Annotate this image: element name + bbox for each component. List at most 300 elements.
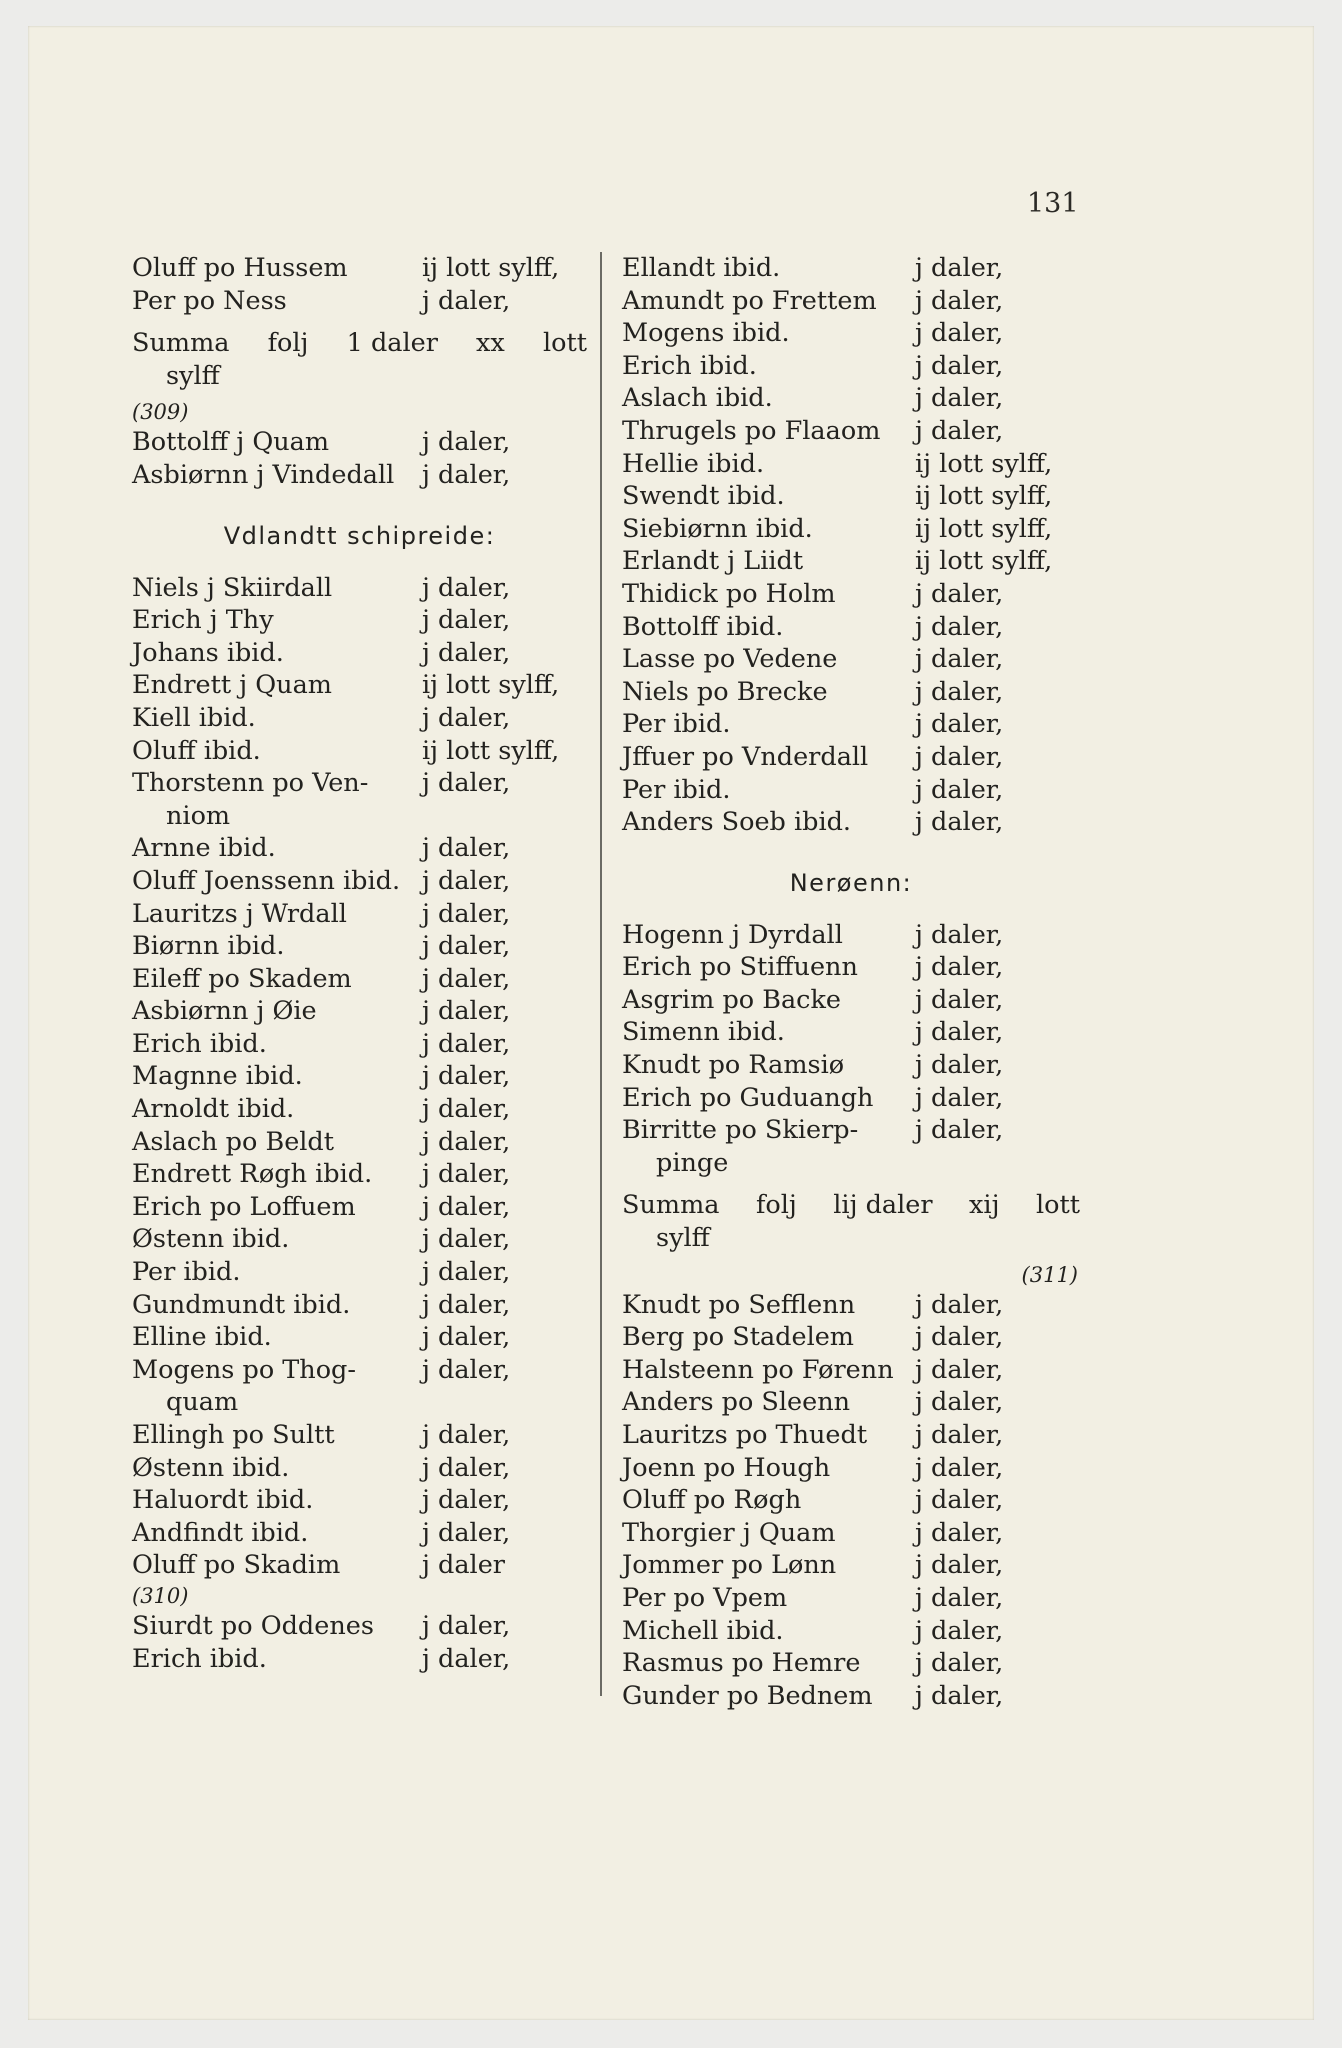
entry-name: Anders po Sleenn bbox=[622, 1387, 851, 1418]
entry-amount: j daler, bbox=[915, 318, 1004, 349]
entry-name: Magnne ibid. bbox=[132, 1061, 303, 1092]
entry-row bbox=[132, 1093, 587, 1126]
summa-word: folj bbox=[267, 328, 309, 359]
ledger-entry bbox=[132, 1289, 587, 1322]
entry-name: Birritte po Skierp- bbox=[622, 1115, 859, 1146]
entry-name: Ellingh po Sultt bbox=[132, 1420, 335, 1450]
entry-name: Kiell ibid. bbox=[132, 702, 256, 733]
entry-amount: j daler, bbox=[915, 1582, 1004, 1613]
entry-row bbox=[132, 1643, 587, 1676]
ledger-entry bbox=[132, 832, 587, 865]
ledger-entry bbox=[622, 1386, 1080, 1419]
ledger-entry bbox=[622, 951, 1080, 984]
entry-row bbox=[622, 1082, 1080, 1115]
entry-row bbox=[132, 1256, 587, 1289]
ledger-entry bbox=[622, 741, 1080, 774]
entry-row bbox=[132, 1610, 587, 1643]
entry-amount: j daler, bbox=[422, 931, 511, 962]
entry-row bbox=[622, 578, 1080, 611]
entry-name: Thorgier j Quam bbox=[622, 1517, 836, 1548]
entry-name: Mogens po Thog- bbox=[132, 1354, 356, 1385]
ledger-entry bbox=[622, 919, 1080, 952]
entry-amount: ij lott sylff, bbox=[915, 448, 1053, 479]
entry-row bbox=[132, 898, 587, 931]
entry-row bbox=[622, 1452, 1080, 1485]
ledger-entry bbox=[132, 735, 587, 768]
summa-word: xx bbox=[476, 328, 505, 359]
entry-name: Thorstenn po Ven- bbox=[132, 768, 369, 799]
entry-name: Aslach po Beldt bbox=[132, 1126, 335, 1157]
entry-name: Oluff ibid. bbox=[132, 735, 261, 766]
entry-name: Asbiørnn j Øie bbox=[132, 996, 317, 1027]
ledger-entry bbox=[622, 448, 1080, 481]
entry-row bbox=[622, 676, 1080, 709]
entry-name: Haluordt ibid. bbox=[132, 1485, 314, 1516]
entry-name: Østenn ibid. bbox=[132, 1224, 290, 1255]
entry-row bbox=[622, 252, 1080, 285]
entry-row bbox=[622, 1321, 1080, 1354]
entry-row bbox=[132, 832, 587, 865]
entry-name: Niels po Brecke bbox=[622, 676, 828, 707]
entry-row bbox=[132, 735, 587, 768]
entry-name: Bottolff j Quam bbox=[132, 427, 330, 458]
ledger-entry bbox=[622, 1452, 1080, 1485]
entry-name: Mogens ibid. bbox=[622, 318, 790, 349]
ledger-entry bbox=[132, 963, 587, 996]
entry-name: Biørnn ibid. bbox=[132, 931, 285, 962]
ledger-entry bbox=[622, 415, 1080, 448]
entry-name: Siurdt po Oddenes bbox=[132, 1610, 374, 1641]
entry-amount: j daler, bbox=[422, 865, 511, 896]
entry-name: Thrugels po Flaaom bbox=[622, 415, 881, 446]
entry-name: Erich ibid. bbox=[622, 350, 757, 381]
entry-name: Per ibid. bbox=[622, 774, 731, 805]
summa-word: lott bbox=[1035, 1190, 1080, 1221]
ledger-entry bbox=[132, 1256, 587, 1289]
entry-amount: j daler, bbox=[915, 253, 1004, 283]
entry-name: Jffuer po Vnderdall bbox=[622, 741, 869, 772]
ledger-entry bbox=[622, 1114, 1080, 1179]
ledger-entry bbox=[622, 252, 1080, 285]
entry-row bbox=[622, 545, 1080, 578]
entry-amount: j daler, bbox=[915, 350, 1004, 381]
entry-amount: j daler, bbox=[422, 1420, 511, 1450]
entry-amount: j daler, bbox=[422, 833, 511, 864]
entry-row bbox=[622, 806, 1080, 839]
entry-row bbox=[622, 1016, 1080, 1049]
ledger-entry bbox=[622, 1680, 1080, 1713]
summa-word: Summa bbox=[132, 328, 230, 359]
entry-amount: j daler, bbox=[915, 1387, 1004, 1418]
entry-name: Arnne ibid. bbox=[132, 833, 276, 864]
entry-amount: j daler, bbox=[422, 1517, 511, 1548]
entry-amount: j daler, bbox=[915, 1289, 1004, 1320]
ledger-entry bbox=[622, 1419, 1080, 1452]
entry-row bbox=[132, 1549, 587, 1582]
entry-name: Knudt po Ramsiø bbox=[622, 1050, 845, 1081]
entry-amount: j daler, bbox=[422, 1485, 511, 1516]
entry-row bbox=[132, 1419, 587, 1452]
entry-row bbox=[132, 1223, 587, 1256]
ledger-entry bbox=[622, 1049, 1080, 1082]
entry-amount: j daler, bbox=[915, 1420, 1004, 1450]
ledger-entry bbox=[132, 1610, 587, 1643]
entry-name: Erich po Guduangh bbox=[622, 1082, 874, 1113]
summa-continuation: sylff bbox=[656, 1223, 710, 1254]
entry-row bbox=[622, 480, 1080, 513]
entry-name: Gundmundt ibid. bbox=[132, 1289, 351, 1320]
entry-name: Erich j Thy bbox=[132, 605, 274, 636]
entry-row bbox=[622, 611, 1080, 644]
entry-amount: j daler, bbox=[422, 1322, 511, 1353]
ledger-entry bbox=[622, 1082, 1080, 1115]
entry-amount: j daler, bbox=[915, 578, 1004, 609]
ledger-entry bbox=[622, 1321, 1080, 1354]
entry-name: Asbiørnn j Vindedall bbox=[132, 459, 395, 490]
entry-amount: j daler, bbox=[915, 1550, 1004, 1581]
ledger-entry bbox=[622, 1289, 1080, 1322]
ledger-entry bbox=[622, 1517, 1080, 1550]
entry-row bbox=[132, 1191, 587, 1224]
entry-continuation-row bbox=[132, 800, 587, 833]
ledger-entry bbox=[622, 1484, 1080, 1517]
entry-amount: j daler, bbox=[915, 952, 1004, 983]
ledger-entry bbox=[622, 382, 1080, 415]
entry-row bbox=[622, 1582, 1080, 1615]
summa-line bbox=[622, 1189, 1080, 1222]
entry-amount: j daler, bbox=[422, 898, 511, 929]
ledger-entry bbox=[132, 1419, 587, 1452]
entry-row bbox=[622, 1419, 1080, 1452]
ledger-entry bbox=[132, 669, 587, 702]
ledger-entry bbox=[622, 317, 1080, 350]
entry-row bbox=[132, 702, 587, 735]
entry-row bbox=[622, 1386, 1080, 1419]
entry-row bbox=[132, 572, 587, 605]
entry-amount: j daler, bbox=[915, 611, 1004, 642]
entry-amount: j daler, bbox=[422, 963, 511, 994]
entry-amount: j daler, bbox=[915, 285, 1004, 316]
ledger-entry bbox=[132, 572, 587, 605]
ledger-entry bbox=[132, 1549, 587, 1582]
entry-name: Oluff po Røgh bbox=[622, 1485, 802, 1516]
entry-amount: j daler, bbox=[915, 415, 1004, 446]
entry-name: Erlandt j Liidt bbox=[622, 546, 804, 577]
ledger-entry bbox=[622, 1016, 1080, 1049]
entry-amount: j daler, bbox=[422, 1257, 511, 1288]
entry-name: Erich po Loffuem bbox=[132, 1191, 356, 1222]
entry-amount: j daler, bbox=[915, 1452, 1004, 1483]
entry-name: Oluff po Hussem bbox=[132, 253, 348, 283]
entry-name: Simenn ibid. bbox=[622, 1017, 785, 1048]
entry-name: Andfindt ibid. bbox=[132, 1517, 309, 1548]
summa-word: lij daler bbox=[833, 1190, 933, 1221]
ledger-entry bbox=[622, 578, 1080, 611]
entry-row bbox=[132, 767, 587, 800]
entry-row bbox=[132, 1060, 587, 1093]
entry-amount: j daler, bbox=[915, 1082, 1004, 1113]
entry-amount: j daler, bbox=[915, 1354, 1004, 1385]
entry-amount: j daler, bbox=[915, 1648, 1004, 1679]
entry-name: Anders Soeb ibid. bbox=[622, 807, 852, 838]
entry-name: Jommer po Lønn bbox=[622, 1550, 837, 1581]
entry-row bbox=[622, 1680, 1080, 1713]
entry-row bbox=[132, 1028, 587, 1061]
summa-total bbox=[622, 1189, 1080, 1254]
entry-name: Per po Ness bbox=[132, 285, 287, 316]
entry-row bbox=[622, 1289, 1080, 1322]
ledger-entry bbox=[622, 1549, 1080, 1582]
entry-amount: j daler, bbox=[422, 1191, 511, 1222]
entry-name: Hogenn j Dyrdall bbox=[622, 919, 843, 950]
right-column bbox=[622, 252, 1080, 1712]
ledger-entry bbox=[132, 1643, 587, 1676]
ledger-entry bbox=[132, 1452, 587, 1485]
entry-amount: j daler, bbox=[422, 1452, 511, 1483]
ledger-entry bbox=[132, 1191, 587, 1224]
entry-amount: j daler, bbox=[915, 1017, 1004, 1048]
entry-row bbox=[622, 708, 1080, 741]
entry-name: Aslach ibid. bbox=[622, 383, 773, 414]
entry-name: Rasmus po Hemre bbox=[622, 1648, 861, 1679]
entry-row bbox=[132, 426, 587, 459]
entry-amount: j daler, bbox=[915, 807, 1004, 838]
ledger-entry bbox=[622, 676, 1080, 709]
entry-amount: ij lott sylff, bbox=[915, 513, 1053, 544]
page-number: 131 bbox=[1027, 188, 1079, 219]
entry-amount: ij lott sylff, bbox=[422, 735, 560, 766]
entry-name: Erich po Stiffuenn bbox=[622, 952, 858, 983]
entry-row bbox=[622, 415, 1080, 448]
ledger-entry bbox=[132, 1223, 587, 1256]
ledger-entry bbox=[622, 774, 1080, 807]
ledger-entry bbox=[132, 898, 587, 931]
ledger-entry bbox=[132, 252, 587, 285]
entry-name-continuation: niom bbox=[166, 800, 231, 831]
entry-amount: j daler, bbox=[422, 768, 511, 799]
entry-name: Per ibid. bbox=[622, 709, 731, 740]
entry-name: Oluff po Skadim bbox=[132, 1550, 341, 1581]
entry-row bbox=[132, 1126, 587, 1159]
entry-name: Elline ibid. bbox=[132, 1322, 272, 1353]
ledger-entry bbox=[132, 1517, 587, 1550]
ledger-entry bbox=[622, 984, 1080, 1017]
entry-name: Johans ibid. bbox=[132, 637, 284, 668]
entry-amount: j daler bbox=[422, 1550, 505, 1581]
entry-row bbox=[622, 1114, 1080, 1147]
entry-amount: j daler, bbox=[422, 996, 511, 1027]
entry-amount: j daler, bbox=[915, 676, 1004, 707]
entry-name: Asgrim po Backe bbox=[622, 984, 842, 1015]
entry-row bbox=[132, 1517, 587, 1550]
entry-row bbox=[132, 1289, 587, 1322]
summa-word: 1 daler bbox=[346, 328, 438, 359]
entry-name: Arnoldt ibid. bbox=[132, 1094, 295, 1125]
entry-row bbox=[622, 1484, 1080, 1517]
entry-row bbox=[622, 317, 1080, 350]
entry-row bbox=[622, 1647, 1080, 1680]
entry-name: Siebiørnn ibid. bbox=[622, 513, 813, 544]
entry-row bbox=[622, 350, 1080, 383]
entry-amount: ij lott sylff, bbox=[422, 253, 560, 283]
ledger-entry bbox=[132, 1354, 587, 1419]
entry-amount: j daler, bbox=[422, 1061, 511, 1092]
entry-row bbox=[132, 604, 587, 637]
entry-row bbox=[132, 1452, 587, 1485]
entry-amount: j daler, bbox=[915, 1050, 1004, 1081]
left-column bbox=[132, 252, 587, 1675]
entry-row bbox=[132, 1158, 587, 1191]
entry-amount: j daler, bbox=[915, 1485, 1004, 1516]
ledger-entry bbox=[132, 767, 587, 832]
entry-amount: j daler, bbox=[422, 459, 511, 490]
entry-row bbox=[622, 643, 1080, 676]
entry-amount: ij lott sylff, bbox=[422, 670, 560, 701]
entry-name: Per ibid. bbox=[132, 1257, 241, 1288]
entry-amount: j daler, bbox=[422, 637, 511, 668]
entry-row bbox=[132, 459, 587, 492]
entry-name: Swendt ibid. bbox=[622, 481, 785, 512]
ledger-entry bbox=[132, 995, 587, 1028]
section-heading: Nerøenn: bbox=[789, 868, 913, 897]
entry-row bbox=[622, 1354, 1080, 1387]
entry-name: Michell ibid. bbox=[622, 1615, 784, 1646]
entry-name: Lauritzs j Wrdall bbox=[132, 898, 347, 929]
entry-row bbox=[132, 865, 587, 898]
entry-name: Ellandt ibid. bbox=[622, 253, 781, 283]
entry-row bbox=[622, 774, 1080, 807]
ledger-entry bbox=[132, 865, 587, 898]
entry-name: Eileff po Skadem bbox=[132, 963, 352, 994]
page-reference: (310) bbox=[132, 1583, 189, 1608]
entry-amount: j daler, bbox=[422, 605, 511, 636]
entry-name: Berg po Stadelem bbox=[622, 1322, 854, 1353]
entry-amount: j daler, bbox=[422, 1224, 511, 1255]
entry-amount: j daler, bbox=[915, 1115, 1004, 1146]
entry-amount: j daler, bbox=[422, 1159, 511, 1190]
ledger-entry bbox=[132, 1158, 587, 1191]
summa-line bbox=[132, 327, 587, 360]
entry-name: Amundt po Frettem bbox=[622, 285, 877, 316]
entry-row bbox=[132, 637, 587, 670]
entry-name: Endrett Røgh ibid. bbox=[132, 1159, 373, 1190]
entry-row bbox=[132, 1321, 587, 1354]
entry-amount: j daler, bbox=[422, 572, 511, 603]
entry-row bbox=[132, 669, 587, 702]
entry-amount: j daler, bbox=[422, 1028, 511, 1059]
page-reference: (309) bbox=[132, 400, 189, 425]
entry-row bbox=[622, 1549, 1080, 1582]
entry-row bbox=[132, 995, 587, 1028]
entry-name: Oluff Joenssenn ibid. bbox=[132, 865, 401, 896]
entry-row bbox=[132, 1354, 587, 1387]
ledger-entry bbox=[622, 285, 1080, 318]
entry-row bbox=[622, 919, 1080, 952]
entry-amount: j daler, bbox=[422, 1354, 511, 1385]
summa-word: Summa bbox=[622, 1190, 720, 1221]
entry-amount: j daler, bbox=[915, 1615, 1004, 1646]
entry-amount: j daler, bbox=[422, 1643, 511, 1674]
ledger-entry bbox=[622, 545, 1080, 578]
ledger-entry bbox=[622, 480, 1080, 513]
entry-amount: j daler, bbox=[915, 774, 1004, 805]
entry-name: Endrett j Quam bbox=[132, 670, 332, 701]
entry-row bbox=[132, 285, 587, 318]
entry-amount: j daler, bbox=[915, 709, 1004, 740]
entry-row bbox=[622, 448, 1080, 481]
entry-name: Gunder po Bednem bbox=[622, 1680, 873, 1711]
entry-amount: ij lott sylff, bbox=[915, 481, 1053, 512]
entry-amount: j daler, bbox=[422, 1094, 511, 1125]
entry-name-continuation: quam bbox=[166, 1387, 239, 1418]
entry-name-continuation: pinge bbox=[656, 1147, 729, 1178]
entry-amount: j daler, bbox=[422, 1289, 511, 1320]
ledger-entry bbox=[622, 643, 1080, 676]
ledger-entry bbox=[622, 350, 1080, 383]
entry-amount: j daler, bbox=[915, 919, 1004, 950]
ledger-entry bbox=[132, 1060, 587, 1093]
entry-name: Halsteenn po Førenn bbox=[622, 1354, 894, 1385]
ledger-entry bbox=[132, 930, 587, 963]
entry-row bbox=[622, 382, 1080, 415]
entry-name: Erich ibid. bbox=[132, 1028, 267, 1059]
entry-amount: j daler, bbox=[915, 984, 1004, 1015]
entry-amount: j daler, bbox=[915, 741, 1004, 772]
ledger-entry bbox=[132, 459, 587, 492]
ledger-entry bbox=[622, 1647, 1080, 1680]
summa-continuation: sylff bbox=[166, 360, 220, 391]
ledger-entry bbox=[132, 1093, 587, 1126]
entry-name: Per po Vpem bbox=[622, 1582, 788, 1613]
entry-amount: ij lott sylff, bbox=[915, 546, 1053, 577]
entry-amount: j daler, bbox=[422, 285, 511, 316]
entry-name: Niels j Skiirdall bbox=[132, 572, 333, 603]
entry-name: Lasse po Vedene bbox=[622, 644, 838, 675]
entry-amount: j daler, bbox=[422, 702, 511, 733]
ledger-entry bbox=[132, 1028, 587, 1061]
entry-row bbox=[132, 1484, 587, 1517]
entry-row bbox=[622, 951, 1080, 984]
entry-row bbox=[622, 1517, 1080, 1550]
entry-name: Knudt po Sefflenn bbox=[622, 1289, 856, 1320]
entry-row bbox=[622, 513, 1080, 546]
entry-name: Joenn po Hough bbox=[622, 1452, 831, 1483]
entry-name: Thidick po Holm bbox=[622, 578, 836, 609]
entry-name: Erich ibid. bbox=[132, 1643, 267, 1674]
entry-row bbox=[132, 930, 587, 963]
entry-row bbox=[622, 984, 1080, 1017]
ledger-entry bbox=[132, 604, 587, 637]
column-divider bbox=[600, 252, 602, 1696]
entry-continuation-row bbox=[622, 1147, 1080, 1180]
ledger-entry bbox=[132, 1321, 587, 1354]
entry-name: Østenn ibid. bbox=[132, 1452, 290, 1483]
entry-row bbox=[622, 285, 1080, 318]
ledger-entry bbox=[622, 513, 1080, 546]
summa-word: folj bbox=[755, 1190, 797, 1221]
ledger-entry bbox=[622, 1354, 1080, 1387]
ledger-entry bbox=[132, 1126, 587, 1159]
entry-continuation-row bbox=[132, 1386, 587, 1419]
ledger-entry bbox=[132, 1484, 587, 1517]
entry-row bbox=[132, 963, 587, 996]
summa-total bbox=[132, 327, 587, 392]
ledger-entry bbox=[622, 806, 1080, 839]
entry-amount: j daler, bbox=[915, 1322, 1004, 1353]
entry-row bbox=[622, 1049, 1080, 1082]
entry-amount: j daler, bbox=[422, 1610, 511, 1641]
entry-name: Hellie ibid. bbox=[622, 448, 765, 479]
